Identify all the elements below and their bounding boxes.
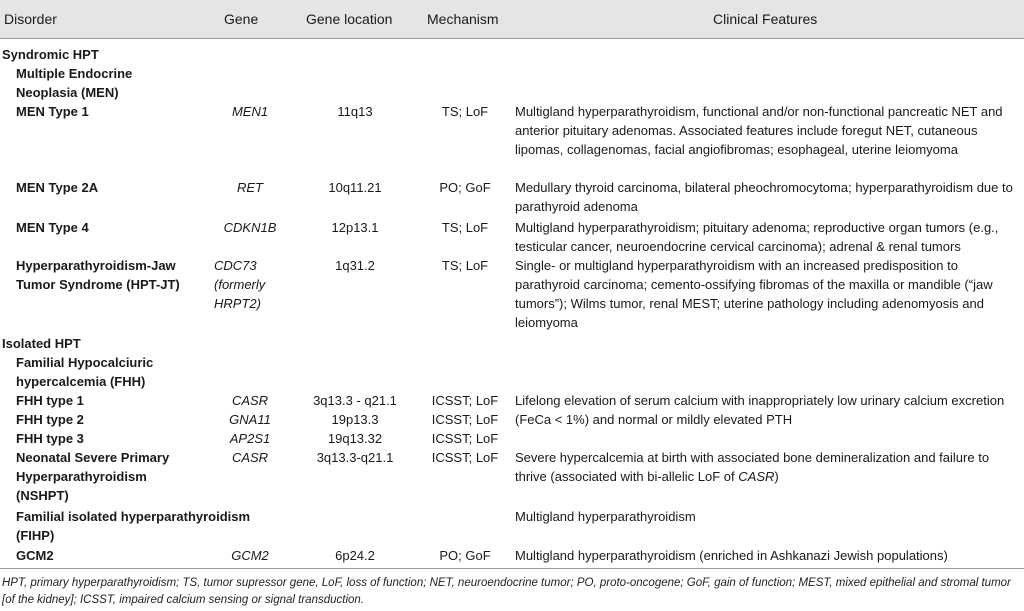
- header-gene: Gene: [224, 11, 259, 27]
- mechanism-cell: TS; LoF: [441, 258, 489, 273]
- clinical-features-cell: Medullary thyroid carcinoma, bilateral pheochromocytoma; hyperparathyroidism due to parathyroid adenoma: [515, 180, 1013, 214]
- gene-location-cell: 10q11.21: [328, 180, 382, 195]
- gene-location-cell: 12p13.1: [331, 220, 379, 235]
- clinical-features-cell: Multigland hyperparathyroidism; pituitary adenoma; reproductive organ tumors (e.g., testicular cancer, neuroendocrine cervical carcinoma); adrenal & renal tumors: [515, 220, 999, 254]
- section-title: Isolated HPT: [2, 336, 81, 351]
- mechanism-cell: ICSST; LoF: [431, 412, 499, 427]
- section-title: Syndromic HPT: [2, 47, 99, 62]
- clinical-features-cell: Multigland hyperparathyroidism: [515, 509, 696, 524]
- disorder-cell: FHH type 3: [16, 431, 84, 446]
- gene-cell: CDKN1B: [223, 220, 277, 235]
- mechanism-cell: ICSST; LoF: [431, 393, 499, 408]
- header-clinical-features: Clinical Features: [713, 11, 818, 27]
- disorder-cell: FHH type 1: [16, 393, 84, 408]
- mechanism-cell: ICSST; LoF: [431, 431, 499, 446]
- subsection-title: Multiple Endocrine Neoplasia (MEN): [16, 66, 133, 100]
- gene-cell: RET: [237, 180, 263, 195]
- gene-location-cell: 3q13.3 - q21.1: [313, 393, 397, 408]
- gene-location-cell: 6p24.2: [335, 548, 375, 563]
- clinical-features-cell: Multigland hyperparathyroidism (enriched in Ashkanazi Jewish populations): [515, 548, 948, 563]
- gene-cell: GNA11: [229, 412, 271, 427]
- gene-cell: AP2S1: [229, 431, 271, 446]
- mechanism-cell: TS; LoF: [441, 220, 489, 235]
- clinical-features-cell: Lifelong elevation of serum calcium with inappropriately low urinary calcium excretion (FeCa < 1%) and normal or mildly elevated PTH: [515, 393, 1005, 427]
- mechanism-cell: PO; GoF: [439, 180, 491, 195]
- header-disorder: Disorder: [4, 11, 57, 27]
- disorder-cell: FHH type 2: [16, 412, 84, 427]
- clinical-features-cell: Single- or multigland hyperparathyroidism with an increased predisposition to parathyroid carcinoma; cemento-ossifying fibromas of the maxilla or mandible (“jaw tumors”); Wilms tumor, renal MEST; uterine pathology including adenomyosis and leiomyoma: [515, 258, 993, 330]
- mechanism-cell: TS; LoF: [441, 104, 489, 119]
- mechanism-cell: PO; GoF: [439, 548, 491, 563]
- gene-location-cell: 11q13: [337, 104, 373, 119]
- features-text-end: ): [774, 469, 779, 484]
- clinical-features-cell: Multigland hyperparathyroidism, functional and/or non-functional pancreatic NET and anterior pituitary adenomas. Associated features include foregut NET, cutaneous lipomas, collagenomas, facial angiofibromas; esophageal, uterine leiomyoma: [515, 104, 1003, 157]
- table-bottom-rule: [0, 568, 1024, 569]
- disorder-cell: Neonatal Severe Primary Hyperparathyroidism (NSHPT): [16, 450, 170, 503]
- features-gene: CASR: [738, 469, 775, 484]
- disorder-cell: MEN Type 2A: [16, 180, 99, 195]
- subsection-title: Familial Hypocalciuric hypercalcemia (FHH): [16, 355, 154, 389]
- table-header: [0, 0, 1024, 39]
- disorder-cell: Hyperparathyroidism-Jaw Tumor Syndrome (HPT-JT): [16, 258, 180, 292]
- clinical-features-cell: [515, 448, 1020, 486]
- gene-cell: CASR: [231, 393, 269, 408]
- gene-cell: MEN1: [231, 104, 269, 119]
- gene-location-cell: 19q13.32: [327, 431, 383, 446]
- gene-location-cell: 1q31.2: [335, 258, 375, 273]
- table-footnote: HPT, primary hyperparathyroidism; TS, tumor supressor gene, LoF, loss of function; NET, neuroendocrine tumor; PO, proto-oncogene; GoF, gain of function; MEST, mixed epithelial and stromal tumor [of the kidney]; ICSST, impaired calcium sensing or signal transduction.: [2, 577, 1011, 606]
- disorder-cell: MEN Type 1: [16, 104, 89, 119]
- header-gene-location: Gene location: [306, 11, 393, 27]
- disorder-cell: MEN Type 4: [16, 220, 89, 235]
- header-mechanism: Mechanism: [427, 11, 499, 27]
- disorder-cell: Familial isolated hyperparathyroidism (FIHP): [16, 509, 251, 543]
- gene-location-cell: 19p13.3: [331, 412, 379, 427]
- gene-cell: GCM2: [231, 548, 269, 563]
- disorder-cell: GCM2: [16, 548, 54, 563]
- gene-cell: CASR: [231, 450, 269, 465]
- gene-location-cell: 3q13.3-q21.1: [316, 450, 394, 465]
- mechanism-cell: ICSST; LoF: [431, 450, 499, 465]
- features-text: Severe hypercalcemia at birth with associated bone demineralization and failure to thrive (associated with bi-allelic LoF of: [515, 450, 990, 484]
- gene-cell: CDC73 (formerly HRPT2): [214, 258, 266, 311]
